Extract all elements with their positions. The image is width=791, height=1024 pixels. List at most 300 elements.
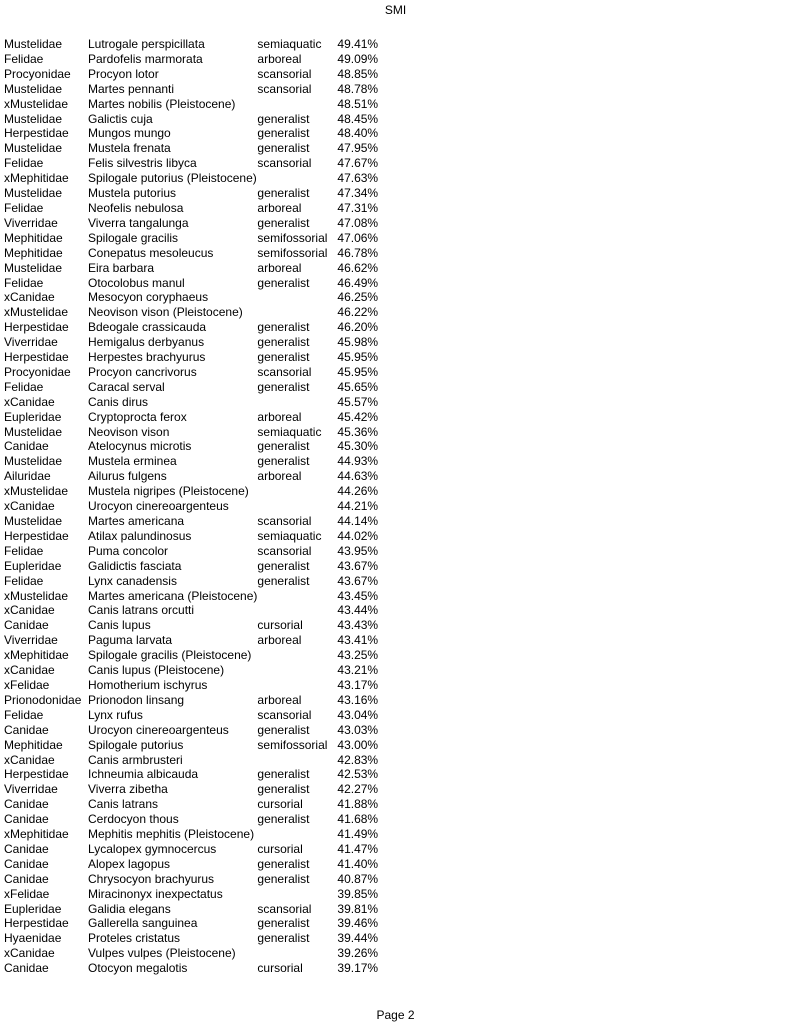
species-cell: Felis silvestris libyca <box>88 156 197 171</box>
family-cell: xCanidae <box>4 663 55 678</box>
locomotion-cell <box>257 887 337 902</box>
locomotion-cell <box>257 499 337 514</box>
smi-value-cell: 43.43% <box>337 618 379 633</box>
page-header-title: SMI <box>384 3 407 17</box>
locomotion-cell: generalist <box>257 916 310 931</box>
table-row <box>4 67 378 82</box>
locomotion-cell: generalist <box>257 931 310 946</box>
species-cell: Otocyon megalotis <box>88 961 188 976</box>
table-row <box>4 961 378 976</box>
species-cell: Viverra zibetha <box>88 782 168 797</box>
species-cell: Urocyon cinereoargenteus <box>88 722 229 737</box>
locomotion-cell: generalist <box>257 320 310 335</box>
smi-value-cell: 46.22% <box>337 305 379 320</box>
smi-value-cell: 47.06% <box>337 230 379 245</box>
locomotion-cell: generalist <box>257 335 310 350</box>
table-row <box>4 872 378 887</box>
family-cell: Felidae <box>4 51 44 66</box>
locomotion-cell: semiaquatic <box>257 528 322 543</box>
table-row <box>4 663 378 678</box>
locomotion-cell: semifossorial <box>257 737 328 752</box>
family-cell: Mustelidae <box>4 424 63 439</box>
species-cell: Martes nobilis (Pleistocene) <box>88 96 236 111</box>
locomotion-cell: arboreal <box>257 200 302 215</box>
locomotion-cell: generalist <box>257 767 310 782</box>
table-row <box>4 350 378 365</box>
family-cell: Mephitidae <box>4 737 63 752</box>
smi-value-cell: 42.83% <box>337 752 379 767</box>
table-row <box>4 753 378 768</box>
species-cell: Neovison vison (Pleistocene) <box>88 305 243 320</box>
locomotion-cell: scansorial <box>257 543 312 558</box>
locomotion-cell: cursorial <box>257 618 303 633</box>
locomotion-cell: scansorial <box>257 901 312 916</box>
table-row <box>4 514 378 529</box>
smi-value-cell: 45.95% <box>337 364 379 379</box>
table-row <box>4 82 378 97</box>
table-row <box>4 887 378 902</box>
family-cell: Prionodonidae <box>4 692 82 707</box>
table-row <box>4 499 378 514</box>
table-row <box>4 156 378 171</box>
family-cell: Canidae <box>4 871 49 886</box>
smi-value-cell: 43.45% <box>337 588 379 603</box>
locomotion-cell <box>257 97 337 112</box>
family-cell: Canidae <box>4 961 49 976</box>
species-cell: Canis latrans <box>88 797 159 812</box>
smi-value-cell: 48.40% <box>337 126 379 141</box>
family-cell: Herpestidae <box>4 528 69 543</box>
table-row <box>4 126 378 141</box>
locomotion-cell: generalist <box>257 111 310 126</box>
family-cell: Mustelidae <box>4 81 63 96</box>
locomotion-cell: arboreal <box>257 469 302 484</box>
locomotion-cell: generalist <box>257 379 310 394</box>
species-cell: Vulpes vulpes (Pleistocene) <box>88 946 236 961</box>
table-row <box>4 678 378 693</box>
table-row <box>4 231 378 246</box>
family-cell: Herpestidae <box>4 320 69 335</box>
species-cell: Lynx rufus <box>88 707 143 722</box>
species-cell: Galidictis fasciata <box>88 558 182 573</box>
smi-value-cell: 39.46% <box>337 916 379 931</box>
locomotion-cell <box>257 753 337 768</box>
species-cell: Mustela nigripes (Pleistocene) <box>88 484 249 499</box>
table-row <box>4 857 378 872</box>
family-cell: Procyonidae <box>4 66 71 81</box>
locomotion-cell: scansorial <box>257 364 312 379</box>
family-cell: Viverridae <box>4 335 58 350</box>
locomotion-cell: arboreal <box>257 633 302 648</box>
locomotion-cell <box>257 305 337 320</box>
family-cell: Eupleridae <box>4 558 62 573</box>
species-cell: Bdeogale crassicauda <box>88 320 207 335</box>
smi-value-cell: 43.44% <box>337 603 379 618</box>
smi-value-cell: 43.21% <box>337 663 379 678</box>
family-cell: Canidae <box>4 618 49 633</box>
family-cell: Felidae <box>4 379 44 394</box>
table-row <box>4 425 378 440</box>
smi-value-cell: 43.67% <box>337 558 379 573</box>
locomotion-cell: generalist <box>257 573 310 588</box>
smi-value-cell: 43.03% <box>337 722 379 737</box>
smi-table <box>4 37 378 976</box>
family-cell: Felidae <box>4 200 44 215</box>
smi-value-cell: 47.63% <box>337 171 379 186</box>
table-row <box>4 693 378 708</box>
locomotion-cell: semiaquatic <box>257 37 322 51</box>
locomotion-cell: arboreal <box>257 260 302 275</box>
family-cell: Procyonidae <box>4 364 71 379</box>
locomotion-cell: cursorial <box>257 841 303 856</box>
family-cell: xMustelidae <box>4 588 69 603</box>
locomotion-cell: generalist <box>257 350 310 365</box>
species-cell: Mustela frenata <box>88 141 171 156</box>
smi-value-cell: 49.09% <box>337 51 379 66</box>
family-cell: Eupleridae <box>4 901 62 916</box>
species-cell: Mustela erminea <box>88 454 177 469</box>
table-row <box>4 484 378 499</box>
family-cell: Felidae <box>4 543 44 558</box>
locomotion-cell: arboreal <box>257 51 302 66</box>
smi-value-cell: 46.62% <box>337 260 379 275</box>
species-cell: Conepatus mesoleucus <box>88 245 214 260</box>
table-row <box>4 52 378 67</box>
table-row <box>4 589 378 604</box>
locomotion-cell: scansorial <box>257 66 312 81</box>
table-row <box>4 738 378 753</box>
smi-value-cell: 39.17% <box>337 961 379 976</box>
smi-value-cell: 41.40% <box>337 856 379 871</box>
table-row <box>4 469 378 484</box>
species-cell: Homotherium ischyrus <box>88 677 208 692</box>
species-cell: Mesocyon coryphaeus <box>88 290 209 305</box>
table-row <box>4 842 378 857</box>
family-cell: Mustelidae <box>4 37 63 51</box>
locomotion-cell: generalist <box>257 812 310 827</box>
family-cell: xMephitidae <box>4 171 69 186</box>
species-cell: Spilogale gracilis <box>88 230 179 245</box>
table-row <box>4 916 378 931</box>
table-row <box>4 290 378 305</box>
table-row <box>4 648 378 663</box>
locomotion-cell: semifossorial <box>257 245 328 260</box>
locomotion-cell: scansorial <box>257 81 312 96</box>
family-cell: xFelidae <box>4 886 50 901</box>
family-cell: Canidae <box>4 439 49 454</box>
table-row <box>4 529 378 544</box>
family-cell: Canidae <box>4 856 49 871</box>
locomotion-cell: scansorial <box>257 156 312 171</box>
family-cell: Herpestidae <box>4 126 69 141</box>
family-cell: Mustelidae <box>4 454 63 469</box>
family-cell: xCanidae <box>4 752 55 767</box>
smi-value-cell: 39.81% <box>337 901 379 916</box>
family-cell: Canidae <box>4 841 49 856</box>
smi-value-cell: 47.67% <box>337 156 379 171</box>
species-cell: Canis armbrusteri <box>88 752 183 767</box>
locomotion-cell: arboreal <box>257 692 302 707</box>
locomotion-cell <box>257 395 337 410</box>
table-row <box>4 97 378 112</box>
species-cell: Otocolobus manul <box>88 275 185 290</box>
locomotion-cell <box>257 484 337 499</box>
table-row <box>4 112 378 127</box>
family-cell: Viverridae <box>4 782 58 797</box>
species-cell: Gallerella sanguinea <box>88 916 198 931</box>
table-row <box>4 782 378 797</box>
table-row <box>4 767 378 782</box>
table-row <box>4 618 378 633</box>
smi-value-cell: 44.14% <box>337 514 379 528</box>
locomotion-cell <box>257 290 337 305</box>
table-row <box>4 261 378 276</box>
species-cell: Neofelis nebulosa <box>88 200 184 215</box>
smi-value-cell: 39.44% <box>337 931 379 946</box>
locomotion-cell <box>257 603 337 618</box>
species-cell: Miracinonyx inexpectatus <box>88 886 223 901</box>
smi-value-cell: 47.95% <box>337 141 379 156</box>
smi-value-cell: 43.41% <box>337 633 379 648</box>
smi-value-cell: 45.98% <box>337 335 379 350</box>
smi-value-cell: 43.95% <box>337 543 379 558</box>
smi-value-cell: 47.31% <box>337 200 379 215</box>
family-cell: xMustelidae <box>4 96 69 111</box>
family-cell: Mustelidae <box>4 260 63 275</box>
smi-value-cell: 41.49% <box>337 827 379 842</box>
family-cell: Felidae <box>4 573 44 588</box>
species-cell: Martes americana <box>88 514 185 528</box>
species-cell: Canis latrans orcutti <box>88 603 195 618</box>
smi-value-cell: 44.93% <box>337 454 379 469</box>
species-cell: Neovison vison <box>88 424 170 439</box>
species-cell: Galidia elegans <box>88 901 171 916</box>
table-row <box>4 544 378 559</box>
family-cell: Canidae <box>4 722 49 737</box>
smi-value-cell: 43.67% <box>337 573 379 588</box>
species-cell: Alopex lagopus <box>88 856 171 871</box>
species-cell: Mephitis mephitis (Pleistocene) <box>88 827 255 842</box>
smi-value-cell: 42.53% <box>337 767 379 782</box>
locomotion-cell <box>257 589 337 604</box>
table-row <box>4 827 378 842</box>
family-cell: xCanidae <box>4 946 55 961</box>
species-cell: Chrysocyon brachyurus <box>88 871 215 886</box>
locomotion-cell: generalist <box>257 141 310 156</box>
family-cell: xCanidae <box>4 499 55 514</box>
species-cell: Prionodon linsang <box>88 692 185 707</box>
species-cell: Spilogale putorius (Pleistocene) <box>88 171 257 186</box>
locomotion-cell: cursorial <box>257 797 303 812</box>
smi-value-cell: 44.26% <box>337 484 379 499</box>
species-cell: Atilax palundinosus <box>88 528 192 543</box>
species-cell: Atelocynus microtis <box>88 439 192 454</box>
locomotion-cell <box>257 827 337 842</box>
table-row <box>4 812 378 827</box>
smi-value-cell: 48.85% <box>337 66 379 81</box>
family-cell: xCanidae <box>4 394 55 409</box>
table-row <box>4 410 378 425</box>
family-cell: xMephitidae <box>4 648 69 663</box>
species-cell: Canis dirus <box>88 394 149 409</box>
locomotion-cell: generalist <box>257 126 310 141</box>
smi-value-cell: 47.08% <box>337 215 379 230</box>
smi-value-cell: 46.20% <box>337 320 379 335</box>
species-cell: Canis lupus (Pleistocene) <box>88 663 225 678</box>
species-cell: Spilogale putorius <box>88 737 184 752</box>
table-row <box>4 246 378 261</box>
locomotion-cell: generalist <box>257 215 310 230</box>
species-cell: Lutrogale perspicillata <box>88 37 205 51</box>
family-cell: Mephitidae <box>4 245 63 260</box>
table-row <box>4 37 378 52</box>
family-cell: xMephitidae <box>4 827 69 842</box>
smi-value-cell: 46.25% <box>337 290 379 305</box>
family-cell: Herpestidae <box>4 916 69 931</box>
species-cell: Galictis cuja <box>88 111 153 126</box>
locomotion-cell <box>257 648 337 663</box>
locomotion-cell: generalist <box>257 856 310 871</box>
species-cell: Procyon cancrivorus <box>88 364 197 379</box>
family-cell: Mustelidae <box>4 141 63 156</box>
family-cell: Canidae <box>4 797 49 812</box>
locomotion-cell <box>257 663 337 678</box>
family-cell: Herpestidae <box>4 350 69 365</box>
locomotion-cell: generalist <box>257 275 310 290</box>
smi-value-cell: 41.47% <box>337 841 379 856</box>
family-cell: Mustelidae <box>4 111 63 126</box>
locomotion-cell: generalist <box>257 558 310 573</box>
table-row <box>4 439 378 454</box>
locomotion-cell: semiaquatic <box>257 424 322 439</box>
species-cell: Cerdocyon thous <box>88 812 179 827</box>
family-cell: Mustelidae <box>4 186 63 201</box>
locomotion-cell: semifossorial <box>257 230 328 245</box>
smi-value-cell: 43.16% <box>337 692 379 707</box>
smi-value-cell: 46.49% <box>337 275 379 290</box>
locomotion-cell: generalist <box>257 782 310 797</box>
species-cell: Procyon lotor <box>88 66 159 81</box>
table-row <box>4 797 378 812</box>
smi-value-cell: 43.00% <box>337 737 379 752</box>
smi-value-cell: 39.85% <box>337 886 379 901</box>
smi-value-cell: 48.51% <box>337 96 379 111</box>
page-number: Page 2 <box>376 1008 415 1022</box>
table-row <box>4 931 378 946</box>
table-row <box>4 603 378 618</box>
species-cell: Cryptoprocta ferox <box>88 409 187 424</box>
species-cell: Canis lupus <box>88 618 151 633</box>
species-cell: Mustela putorius <box>88 186 177 201</box>
table-row <box>4 395 378 410</box>
table-row <box>4 216 378 231</box>
species-cell: Caracal serval <box>88 379 165 394</box>
locomotion-cell: generalist <box>257 871 310 886</box>
species-cell: Martes americana (Pleistocene) <box>88 588 258 603</box>
smi-value-cell: 48.78% <box>337 81 379 96</box>
species-cell: Hemigalus derbyanus <box>88 335 205 350</box>
family-cell: Herpestidae <box>4 767 69 782</box>
table-row <box>4 320 378 335</box>
species-cell: Ailurus fulgens <box>88 469 167 484</box>
species-cell: Martes pennanti <box>88 81 175 96</box>
locomotion-cell <box>257 171 337 186</box>
smi-value-cell: 43.04% <box>337 707 379 722</box>
table-row <box>4 335 378 350</box>
family-cell: Felidae <box>4 707 44 722</box>
family-cell: Ailuridae <box>4 469 51 484</box>
table-row <box>4 141 378 156</box>
table-row <box>4 454 378 469</box>
family-cell: xMustelidae <box>4 305 69 320</box>
smi-value-cell: 43.25% <box>337 648 379 663</box>
locomotion-cell: scansorial <box>257 514 312 528</box>
table-row <box>4 559 378 574</box>
smi-value-cell: 44.21% <box>337 499 379 514</box>
family-cell: xMustelidae <box>4 484 69 499</box>
smi-value-cell: 49.41% <box>337 37 379 51</box>
locomotion-cell: generalist <box>257 439 310 454</box>
species-cell: Eira barbara <box>88 260 155 275</box>
species-cell: Mungos mungo <box>88 126 171 141</box>
locomotion-cell: arboreal <box>257 409 302 424</box>
locomotion-cell: generalist <box>257 454 310 469</box>
family-cell: Hyaenidae <box>4 931 62 946</box>
locomotion-cell <box>257 678 337 693</box>
table-row <box>4 902 378 917</box>
smi-value-cell: 46.78% <box>337 245 379 260</box>
family-cell: Felidae <box>4 275 44 290</box>
family-cell: Felidae <box>4 156 44 171</box>
smi-value-cell: 45.95% <box>337 350 379 365</box>
table-row <box>4 186 378 201</box>
species-cell: Urocyon cinereoargenteus <box>88 499 229 514</box>
locomotion-cell: scansorial <box>257 707 312 722</box>
smi-value-cell: 40.87% <box>337 871 379 886</box>
table-body <box>4 37 378 976</box>
smi-value-cell: 41.88% <box>337 797 379 812</box>
table-row <box>4 380 378 395</box>
smi-value-cell: 45.42% <box>337 409 379 424</box>
species-cell: Lycalopex gymnocercus <box>88 841 217 856</box>
locomotion-cell: generalist <box>257 186 310 201</box>
smi-value-cell: 47.34% <box>337 186 379 201</box>
smi-value-cell: 41.68% <box>337 812 379 827</box>
smi-value-cell: 45.65% <box>337 379 379 394</box>
species-cell: Lynx canadensis <box>88 573 177 588</box>
table-row <box>4 365 378 380</box>
species-cell: Puma concolor <box>88 543 169 558</box>
species-cell: Herpestes brachyurus <box>88 350 206 365</box>
smi-value-cell: 45.30% <box>337 439 379 454</box>
smi-value-cell: 45.57% <box>337 394 379 409</box>
family-cell: xCanidae <box>4 290 55 305</box>
family-cell: Mustelidae <box>4 514 63 528</box>
smi-value-cell: 48.45% <box>337 111 379 126</box>
table-row <box>4 171 378 186</box>
family-cell: Mephitidae <box>4 230 63 245</box>
table-row <box>4 276 378 291</box>
family-cell: Viverridae <box>4 215 58 230</box>
smi-value-cell: 45.36% <box>337 424 379 439</box>
smi-value-cell: 43.17% <box>337 677 379 692</box>
table-row <box>4 946 378 961</box>
smi-value-cell: 44.63% <box>337 469 379 484</box>
species-cell: Pardofelis marmorata <box>88 51 203 66</box>
table-row <box>4 201 378 216</box>
family-cell: xFelidae <box>4 677 50 692</box>
table-row <box>4 305 378 320</box>
